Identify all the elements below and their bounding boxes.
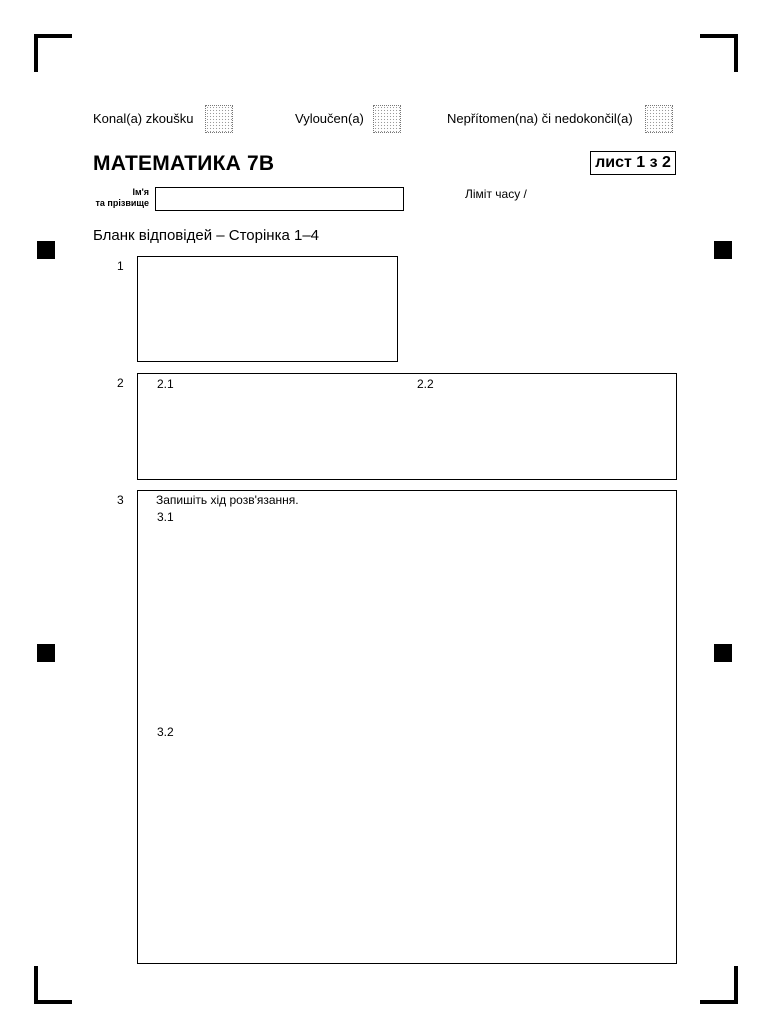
- question-2-number: 2: [117, 376, 124, 390]
- alignment-square-left-top: [37, 241, 55, 259]
- corner-mark-top-left: [34, 34, 72, 72]
- question-3-2-label: 3.2: [157, 725, 174, 739]
- name-label-line1: Ім'я: [132, 187, 149, 197]
- corner-mark-bottom-right: [700, 966, 738, 1004]
- completed-exam-label: Konal(a) zkoušku: [93, 111, 194, 126]
- corner-mark-bottom-left: [34, 966, 72, 1004]
- question-2-2-label: 2.2: [417, 377, 434, 391]
- question-2-1-label: 2.1: [157, 377, 174, 391]
- question-1-number: 1: [117, 259, 124, 273]
- page-title: МАТЕМАТИКА 7В: [93, 152, 275, 175]
- question-2-answer-box[interactable]: [137, 373, 677, 480]
- name-label-line2: та прізвище: [95, 198, 149, 208]
- section-title: Бланк відповідей – Сторінка 1–4: [93, 227, 320, 244]
- excluded-checkbox[interactable]: [373, 105, 401, 133]
- name-field-label: [89, 187, 149, 209]
- time-limit-label: Ліміт часу /: [465, 187, 527, 201]
- completed-exam-checkbox[interactable]: [205, 105, 233, 133]
- absent-checkbox[interactable]: [645, 105, 673, 133]
- question-3-number: 3: [117, 493, 124, 507]
- absent-label: Nepřítomen(na) či nedokončil(a): [447, 111, 633, 126]
- alignment-square-right-middle: [714, 644, 732, 662]
- excluded-label: Vyloučen(a): [295, 111, 364, 126]
- question-3-instruction: Запишіть хід розв'язання.: [156, 493, 299, 507]
- question-3-answer-box[interactable]: [137, 490, 677, 964]
- sheet-indicator: лист 1 з 2: [590, 151, 676, 175]
- question-1-answer-box[interactable]: [137, 256, 398, 362]
- alignment-square-right-top: [714, 241, 732, 259]
- question-3-1-label: 3.1: [157, 510, 174, 524]
- corner-mark-top-right: [700, 34, 738, 72]
- name-input[interactable]: [155, 187, 404, 211]
- alignment-square-left-middle: [37, 644, 55, 662]
